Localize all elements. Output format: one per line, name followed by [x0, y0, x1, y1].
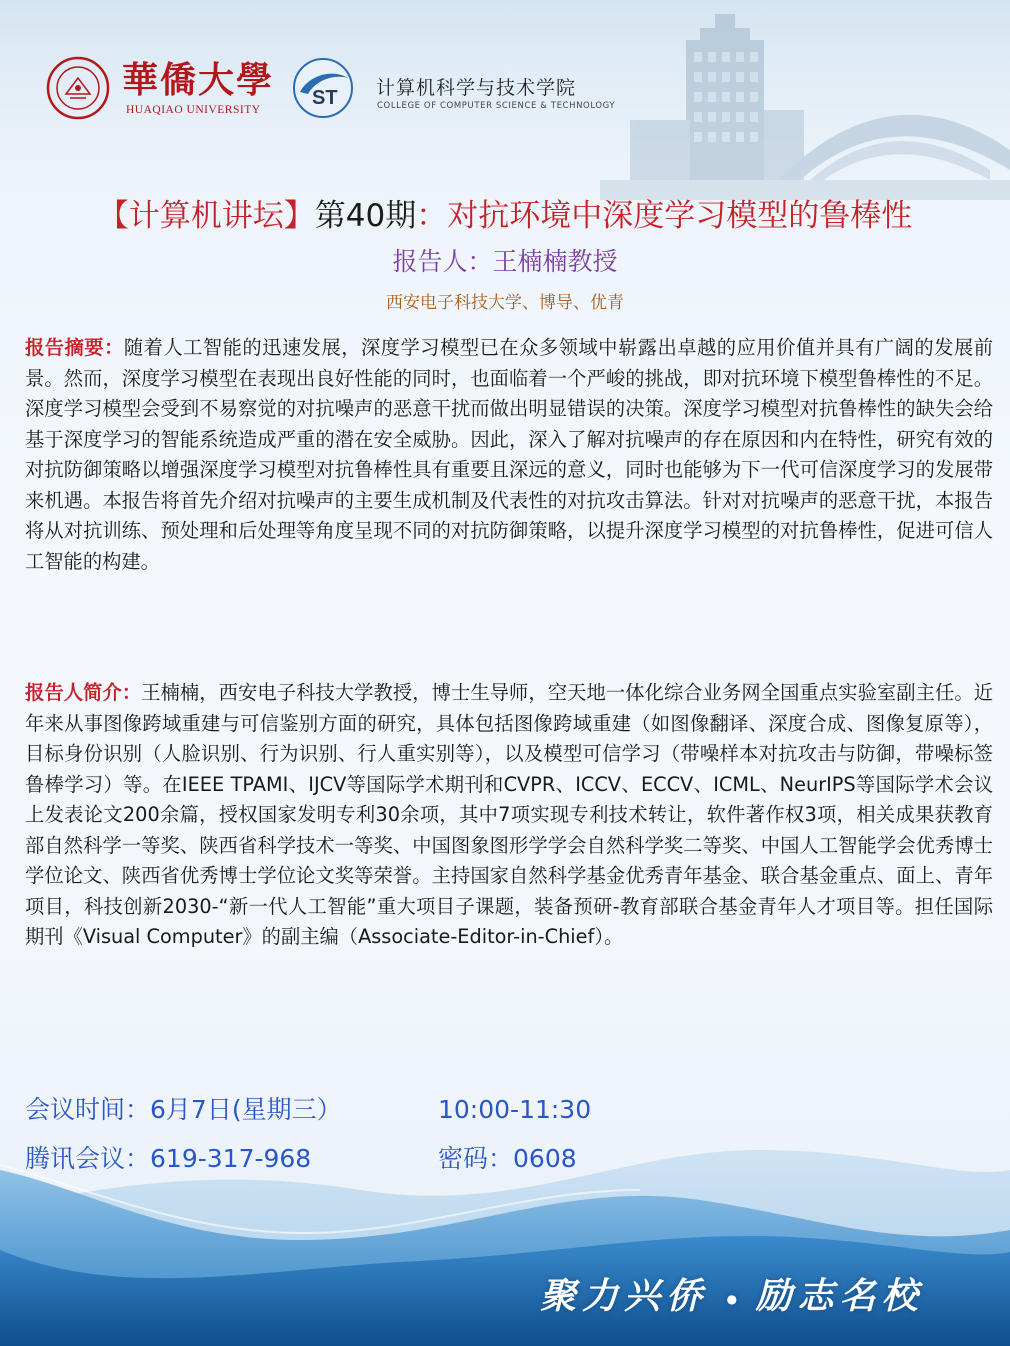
slogan-left: 聚力兴侨: [540, 1275, 709, 1317]
speaker-affiliation: 西安电子科技大学、博导、优青: [386, 293, 624, 313]
slogan-dot-icon: ●: [726, 1292, 738, 1306]
meeting-time: 10:00-11:30: [438, 1095, 592, 1124]
bio-sep: ：: [121, 681, 142, 704]
title-colon: ：: [416, 198, 448, 234]
meeting-password: 0608: [513, 1144, 577, 1173]
tencent-meeting-line: [25, 1141, 577, 1177]
svg-text:ST: ST: [312, 87, 338, 109]
abstract-sep: ：: [104, 336, 124, 359]
abstract-label: 报告摘要: [25, 336, 105, 359]
bio-label: 报告人简介: [25, 681, 122, 704]
speaker-line: 报告人：王楠楠教授: [392, 247, 618, 276]
page-title: [0, 194, 1010, 238]
college-logo-icon: [290, 56, 356, 120]
abstract-text: 随着人工智能的迅速发展，深度学习模型已在众多领域中崭露出卓越的应用价值并具有广阔的发展前景。然而，深度学习模型在表现出良好性能的同时，也面临着一个严峻的挑战，即对抗环境下模型鲁棒性的不足。深度学习模型会受到不易察觉的对抗噪声的恶意干扰而做出明显错误的决策。深度学习模型对抗鲁棒性的缺失会给基于深度学习的智能系统造成严重的潜在安全威胁。因此，深入了解对抗噪声的存在原因和内在特性，研究有效的对抗防御策略以增强深度学习模型对抗鲁棒性具有重要且深远的意义，同时也能够为下一代可信深度学习的发展带来机遇。本报告将首先介绍对抗噪声的主要生成机制及代表性的对抗攻击算法。针对对抗噪声的恶意干扰，本报告将从对抗训练、预处理和后处理等角度呈现不同的对抗防御策略，以提升深度学习模型的对抗鲁棒性，促进可信人工智能的构建。: [25, 336, 993, 573]
password-group: [438, 1141, 577, 1177]
title-issue: 第40期: [314, 198, 417, 234]
slogan: [540, 1268, 924, 1319]
tencent-label: 腾讯会议：: [25, 1144, 151, 1173]
university-name-en: HUAQIAO UNIVERSITY: [126, 104, 261, 116]
abstract-paragraph: [25, 333, 993, 577]
title-topic: 对抗环境中深度学习模型的鲁棒性: [447, 198, 913, 234]
bio-text: 王楠楠，西安电子科技大学教授，博士生导师，空天地一体化综合业务网全国重点实验室副主任。近年来从事图像跨域重建与可信鉴别方面的研究，具体包括图像跨域重建（如图像翻译、深度合成、图像复原等），目标身份识别（人脸识别、行为识别、行人重实别等），以及模型可信学习（带噪样本对抗攻击与防御，带噪标签鲁棒学习）等。在IEEE TPAMI、IJCV等国际学术期刊和CVPR、ICCV、ECCV、ICML、NeurIPS等国际学术会议上发表论文200余篇，授权国家发明专利30余项，其中7项实现专利技术转让，软件著作权3项，相关成果获教育部自然科学一等奖、陕西省科学技术一等奖、中国图象图形学学会自然科学奖二等奖、中国人工智能学会优秀博士学位论文、陕西省优秀博士学位论文奖等荣誉。主持国家自然科学基金优秀青年基金、联合基金重点、面上、青年项目，科技创新2030-“新一代人工智能”重大项目子课题，装备预研-教育部联合基金青年人才项目等。担任国际期刊《Visual Computer》的副主编（Associate-Editor-in-Chief）。: [25, 681, 994, 948]
title-series: 【计算机讲坛】: [97, 198, 315, 234]
password-label: 密码：: [438, 1144, 514, 1173]
college-name-en: COLLEGE OF COMPUTER SCIENCE & TECHNOLOGY: [377, 101, 616, 111]
meeting-time-label: 会议时间：: [25, 1095, 151, 1124]
college-name-cn: 计算机科学与技术学院: [376, 77, 577, 99]
meeting-date: 6月7日(星期三）: [150, 1095, 342, 1124]
slogan-right: 励志名校: [755, 1275, 924, 1317]
bio-paragraph: [25, 678, 993, 953]
tencent-meeting-id: 619-317-968: [150, 1144, 312, 1173]
university-name-cn: 華僑大學: [122, 59, 275, 101]
meeting-time-line: [25, 1092, 592, 1128]
header: [0, 0, 1010, 170]
university-seal-icon: [46, 56, 110, 120]
